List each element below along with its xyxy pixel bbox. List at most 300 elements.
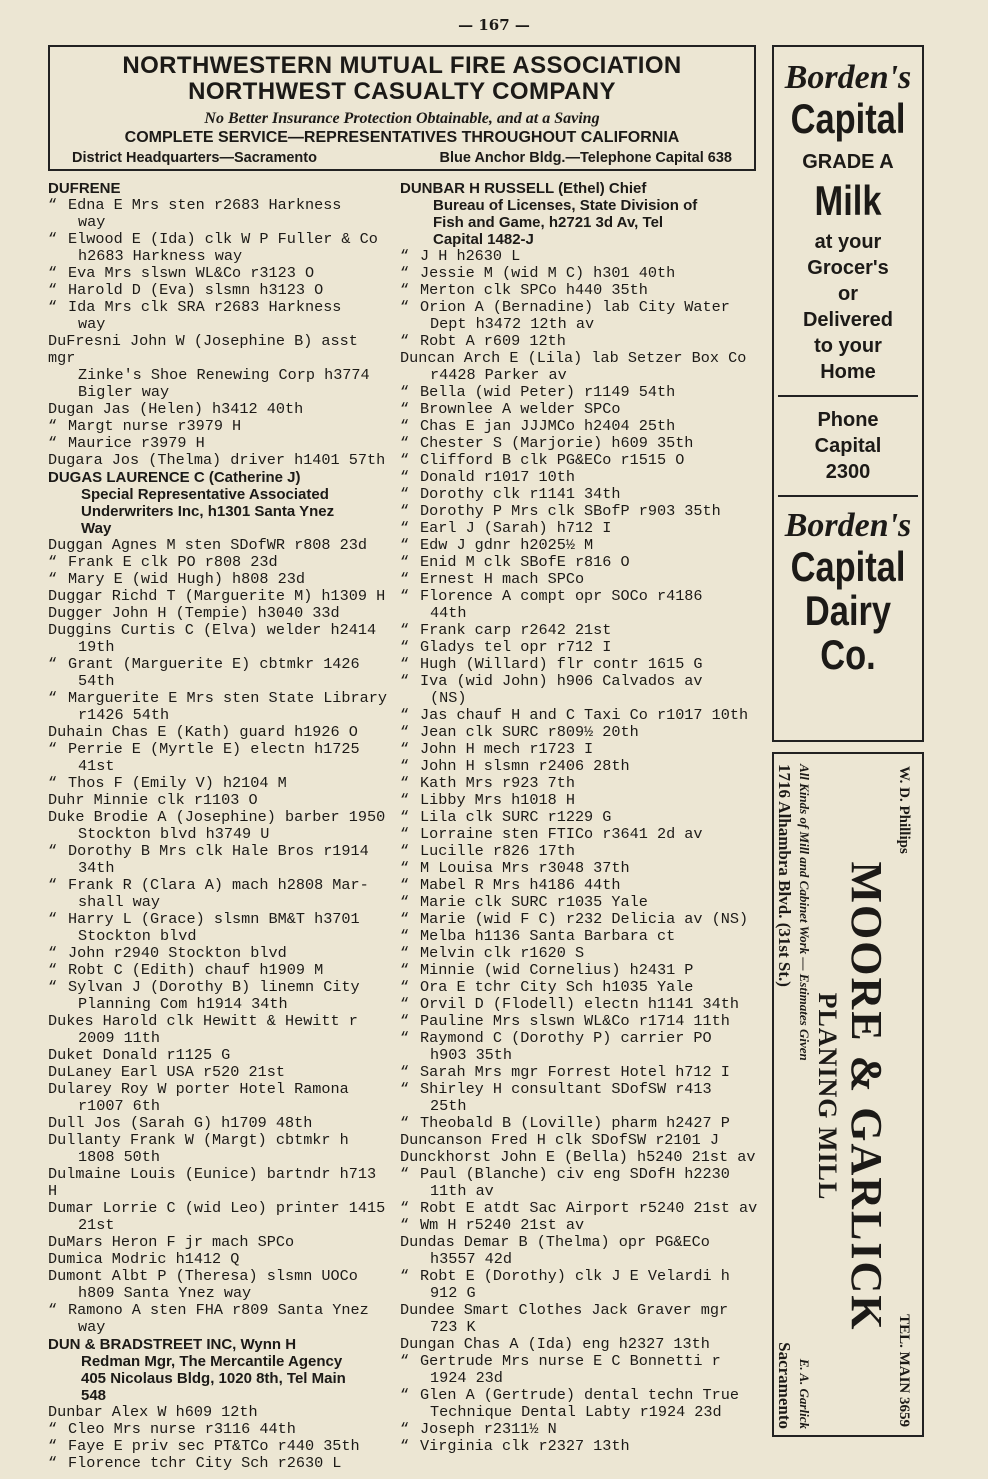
directory-entry-line	[48, 418, 390, 435]
ditto-mark: “	[48, 553, 58, 571]
entry-text: Dungan Chas A (Ida) eng h2327 13th	[400, 1335, 710, 1353]
entry-text: 723 K	[430, 1318, 476, 1336]
ditto-mark: “	[400, 842, 410, 860]
directory-entry-line	[48, 554, 390, 571]
ditto-mark: “	[400, 621, 410, 639]
entry-text: Earl J (Sarah) h712 I	[420, 519, 612, 537]
directory-entry-line	[48, 843, 390, 860]
ditto-mark: “	[400, 995, 410, 1013]
entry-text: Frank R (Clara A) mach h2808 Mar-	[68, 876, 369, 894]
entry-text: Glen A (Gertrude) dental techn True	[420, 1386, 739, 1404]
directory-entry-line	[48, 1353, 390, 1370]
directory-entry-line	[48, 877, 390, 894]
moore-owner-right: E. A. Garlick	[797, 1358, 812, 1429]
entry-text: Sarah Mrs mgr Forrest Hotel h712 I	[420, 1063, 730, 1081]
moore-company-name: MOORE & GARLICK	[842, 861, 891, 1332]
entry-text: Robt A r609 12th	[420, 332, 566, 350]
capital-heading-1: Capital	[790, 95, 906, 142]
directory-entry-line	[48, 1200, 390, 1217]
ditto-mark: “	[400, 825, 410, 843]
directory-entry-line	[400, 928, 760, 945]
ditto-mark: “	[400, 1012, 410, 1030]
entry-text: Duncanson Fred H clk SDofSW r2101 J	[400, 1131, 719, 1149]
directory-entry-line	[400, 1217, 760, 1234]
directory-entry-line	[400, 537, 760, 554]
directory-entry-line	[48, 1302, 390, 1319]
entry-text: Florence tchr City Sch r2630 L	[68, 1454, 342, 1472]
ditto-mark: “	[48, 434, 58, 452]
entry-text: Virginia clk r2327 13th	[420, 1437, 630, 1455]
entry-text: (NS)	[430, 689, 467, 707]
entry-text: Libby Mrs h1018 H	[420, 791, 575, 809]
directory-entry-line	[48, 792, 390, 809]
ditto-mark: “	[400, 757, 410, 775]
directory-entry-line	[48, 1013, 390, 1030]
ditto-mark: “	[400, 298, 410, 316]
entry-text: shall way	[78, 893, 161, 911]
entry-text: Chester S (Marjorie) h609 35th	[420, 434, 694, 452]
milk-line-3: or	[838, 283, 858, 305]
entry-text: 21st	[78, 1216, 115, 1234]
entry-text: Maurice r3979 H	[68, 434, 205, 452]
entry-text: Dullanty Frank W (Margt) cbtmkr h	[48, 1131, 349, 1149]
entry-text: Capital 1482-J	[433, 231, 534, 248]
directory-entry-line	[48, 707, 390, 724]
ditto-mark: “	[48, 876, 58, 894]
directory-entry-line	[400, 435, 760, 452]
directory-entry-line	[48, 1166, 390, 1200]
ditto-mark: “	[400, 1216, 410, 1234]
ditto-mark: “	[400, 485, 410, 503]
directory-entry-line	[400, 316, 760, 333]
ditto-mark: “	[400, 672, 410, 690]
ditto-mark: “	[400, 1386, 410, 1404]
entry-text: Marie (wid F C) r232 Delicia av (NS)	[420, 910, 749, 928]
entry-text: Harold D (Eva) slsmn h3123 O	[68, 281, 324, 299]
entry-text: Theobald B (Loville) pharm h2427 P	[420, 1114, 730, 1132]
directory-entry-line	[48, 333, 390, 367]
directory-entry-line	[48, 384, 390, 401]
directory-entry-line	[48, 367, 390, 384]
directory-entry-line	[400, 1268, 760, 1285]
ditto-mark: “	[400, 383, 410, 401]
entry-text: 1808 50th	[78, 1148, 161, 1166]
directory-entry-line	[400, 1404, 760, 1421]
entry-text: Jas chauf H and C Taxi Co r1017 10th	[420, 706, 749, 724]
directory-entry-line	[400, 605, 760, 622]
directory-entry-line	[48, 265, 390, 282]
directory-entry-line	[400, 1387, 760, 1404]
directory-entry-line	[400, 350, 760, 367]
entry-text: Elwood E (Ida) clk W P Fuller & Co	[68, 230, 378, 248]
bordens-advertisement	[772, 45, 924, 742]
ditto-mark: “	[48, 689, 58, 707]
directory-entry-line	[48, 1217, 390, 1234]
entry-text: Robt E (Dorothy) clk J E Velardi h	[420, 1267, 730, 1285]
directory-entry-line	[400, 622, 760, 639]
directory-entry-line	[48, 316, 390, 333]
ditto-mark: “	[48, 774, 58, 792]
entry-text: Mary E (wid Hugh) h808 23d	[68, 570, 305, 588]
directory-entry-line	[48, 1047, 390, 1064]
directory-entry-line	[400, 520, 760, 537]
ditto-mark: “	[48, 417, 58, 435]
entry-text: Underwriters Inc, h1301 Santa Ynez	[81, 503, 335, 520]
ditto-mark: “	[48, 961, 58, 979]
ditto-mark: “	[400, 1352, 410, 1370]
entry-text: Special Representative Associated	[81, 486, 329, 503]
entry-text: Faye E priv sec PT&TCo r440 35th	[68, 1437, 360, 1455]
entry-text: Hugh (Willard) flr contr 1615 G	[420, 655, 703, 673]
directory-entry-line	[48, 1404, 390, 1421]
bordens-logo-1: Borden's	[784, 59, 912, 96]
entry-text: 2009 11th	[78, 1029, 161, 1047]
directory-entry-line	[400, 248, 760, 265]
entry-text: Technique Dental Labty r1924 23d	[430, 1403, 722, 1421]
ditto-mark: “	[400, 264, 410, 282]
dairy-heading: Dairy	[804, 587, 892, 634]
ditto-mark: “	[400, 1114, 410, 1132]
entry-text: Duggar Richd T (Marguerite M) h1309 H	[48, 587, 386, 605]
entry-text: Dugger John H (Tempie) h3040 33d	[48, 604, 340, 622]
entry-text: Jean clk SURC r809½ 20th	[420, 723, 639, 741]
milk-line-5: to your	[814, 335, 882, 357]
directory-entry-line	[400, 707, 760, 724]
ditto-mark: “	[400, 638, 410, 656]
moore-description-row	[796, 754, 812, 1437]
entry-text: 25th	[430, 1097, 467, 1115]
directory-entry-line	[48, 860, 390, 877]
directory-entry-line	[48, 809, 390, 826]
entry-text: 405 Nicolaus Bldg, 1020 8th, Tel Main	[81, 1370, 346, 1387]
directory-entry-line	[400, 792, 760, 809]
entry-text: Lorraine sten FTICo r3641 2d av	[420, 825, 703, 843]
entry-text: Orion A (Bernadine) lab City Water	[420, 298, 730, 316]
entry-text: Dularey Roy W porter Hotel Ramona	[48, 1080, 349, 1098]
entry-text: Dumar Lorrie C (wid Leo) printer 1415	[48, 1199, 386, 1217]
entry-text: Stockton blvd h3749 U	[78, 825, 270, 843]
phone-label: Phone	[817, 409, 879, 431]
directory-entry-line	[48, 452, 390, 469]
directory-entry-line	[400, 639, 760, 656]
entry-text: Dorothy P Mrs clk SBofP r903 35th	[420, 502, 721, 520]
directory-entry-line	[400, 1336, 760, 1353]
entry-text: 1924 23d	[430, 1369, 503, 1387]
ditto-mark: “	[400, 1063, 410, 1081]
entry-text: Raymond C (Dorothy P) carrier PO	[420, 1029, 712, 1047]
directory-entry-line	[400, 1149, 760, 1166]
entry-text: 11th av	[430, 1182, 494, 1200]
entry-text: Edw J gdnr h2025½ M	[420, 536, 594, 554]
directory-entry-line	[48, 1064, 390, 1081]
entry-text: Bella (wid Peter) r1149 54th	[420, 383, 676, 401]
moore-owner-left: W. D. Phillips	[896, 766, 912, 854]
entry-text: Orvil D (Flodell) electn h1141 34th	[420, 995, 739, 1013]
entry-text: r4428 Parker av	[430, 366, 567, 384]
entry-text: Wm H r5240 21st av	[420, 1216, 585, 1234]
directory-entry-line	[400, 197, 760, 214]
directory-entry-line	[400, 1081, 760, 1098]
moore-description: All Kinds of Mill and Cabinet Work — Estimates Given	[797, 764, 812, 1061]
entry-text: Paul (Blanche) civ eng SDofH h2230	[420, 1165, 730, 1183]
entry-text: 19th	[78, 638, 115, 656]
directory-entry-line	[48, 605, 390, 622]
ditto-mark: “	[400, 876, 410, 894]
entry-text: Dukes Harold clk Hewitt & Hewitt r	[48, 1012, 358, 1030]
directory-entry-line	[48, 1030, 390, 1047]
moore-city: Sacramento	[775, 1342, 794, 1429]
directory-entry-line	[400, 894, 760, 911]
directory-entry-line	[400, 962, 760, 979]
ditto-mark: “	[48, 1301, 58, 1319]
directory-entry-line	[48, 1370, 390, 1387]
directory-entry-line	[400, 1285, 760, 1302]
directory-entry-line	[48, 469, 390, 486]
directory-entry-line	[400, 1047, 760, 1064]
entry-text: h903 35th	[430, 1046, 513, 1064]
directory-entry-line	[400, 945, 760, 962]
ditto-mark: “	[48, 842, 58, 860]
directory-entry-line	[400, 486, 760, 503]
directory-entry-line	[48, 724, 390, 741]
entry-text: DuFresni John W (Josephine B) asst mgr	[48, 332, 358, 367]
directory-entry-line	[48, 1098, 390, 1115]
directory-entry-line	[48, 1421, 390, 1438]
entry-text: Iva (wid John) h906 Calvados av	[420, 672, 703, 690]
ditto-mark: “	[400, 570, 410, 588]
directory-entry-line	[400, 775, 760, 792]
entry-text: Dunckhorst John E (Bella) h5240 21st av	[400, 1148, 756, 1166]
directory-entry-line	[48, 588, 390, 605]
directory-entry-line	[400, 1013, 760, 1030]
directory-entry-line	[400, 1064, 760, 1081]
directory-entry-line	[400, 401, 760, 418]
entry-text: Robt E atdt Sac Airport r5240 21st av	[420, 1199, 758, 1217]
entry-text: Redman Mgr, The Mercantile Agency	[81, 1353, 343, 1370]
ditto-mark: “	[48, 1454, 58, 1472]
ditto-mark: “	[400, 893, 410, 911]
directory-entry-line	[48, 503, 390, 520]
entry-text: Duhr Minnie clk r1103 O	[48, 791, 258, 809]
entry-text: Dulmaine Louis (Eunice) bartndr h713 H	[48, 1165, 377, 1200]
directory-entry-line	[400, 911, 760, 928]
entry-text: Duke Brodie A (Josephine) barber 1950	[48, 808, 386, 826]
entry-text: DUN & BRADSTREET INC, Wynn H	[48, 1336, 297, 1353]
directory-entry-line	[400, 860, 760, 877]
ditto-mark: “	[400, 723, 410, 741]
entry-text: Melvin clk r1620 S	[420, 944, 585, 962]
directory-entry-line	[400, 1302, 760, 1319]
directory-entry-line	[48, 996, 390, 1013]
directory-entry-line	[400, 452, 760, 469]
directory-entry-line	[400, 1370, 760, 1387]
directory-entry-line	[48, 1455, 390, 1472]
directory-entry-line	[48, 248, 390, 265]
ditto-mark: “	[400, 706, 410, 724]
directory-entry-line	[48, 1438, 390, 1455]
entry-text: Margt nurse r3979 H	[68, 417, 242, 435]
ditto-mark: “	[48, 298, 58, 316]
ad-company-name-2: NORTHWEST CASUALTY COMPANY	[188, 78, 616, 105]
entry-text: Merton clk SPCo h440 35th	[420, 281, 648, 299]
ditto-mark: “	[400, 247, 410, 265]
entry-text: DUGAS LAURENCE C (Catherine J)	[48, 469, 301, 486]
directory-entry-line	[400, 741, 760, 758]
entry-text: h809 Santa Ynez way	[78, 1284, 252, 1302]
directory-entry-line	[400, 1030, 760, 1047]
directory-entry-line	[48, 741, 390, 758]
ditto-mark: “	[48, 570, 58, 588]
directory-entry-line	[48, 214, 390, 231]
directory-entry-line	[48, 1268, 390, 1285]
directory-column-middle	[400, 180, 760, 1455]
directory-entry-line	[400, 877, 760, 894]
directory-entry-line	[400, 1353, 760, 1370]
entry-text: Mabel R Mrs h4186 44th	[420, 876, 621, 894]
directory-entry-line	[400, 826, 760, 843]
moore-garlick-advertisement	[772, 752, 924, 1437]
entry-text: Fish and Game, h2721 3d Av, Tel	[433, 214, 664, 231]
directory-entry-line	[400, 367, 760, 384]
entry-text: Thos F (Emily V) h2104 M	[68, 774, 287, 792]
entry-text: DuLaney Earl USA r520 21st	[48, 1063, 285, 1081]
entry-text: way	[78, 315, 106, 333]
directory-entry-line	[48, 1387, 390, 1404]
entry-text: Marguerite E Mrs sten State Library	[68, 689, 387, 707]
entry-text: Dept h3472 12th av	[430, 315, 595, 333]
entry-text: Enid M clk SBofE r816 O	[420, 553, 630, 571]
entry-text: Pauline Mrs slswn WL&Co r1714 11th	[420, 1012, 730, 1030]
entry-text: Duncan Arch E (Lila) lab Setzer Box Co	[400, 349, 747, 367]
directory-entry-line	[48, 622, 390, 639]
entry-text: Dumica Modric h1412 Q	[48, 1250, 240, 1268]
entry-text: Brownlee A welder SPCo	[420, 400, 621, 418]
entry-text: Dundas Demar B (Thelma) opr PG&ECo	[400, 1233, 710, 1251]
moore-rotated-content	[775, 754, 912, 1437]
co-heading: Co.	[820, 631, 876, 678]
ditto-mark: “	[48, 910, 58, 928]
ditto-mark: “	[400, 400, 410, 418]
directory-entry-line	[48, 673, 390, 690]
entry-text: Florence A compt opr SOCo r4186	[420, 587, 703, 605]
entry-text: Dorothy clk r1141 34th	[420, 485, 621, 503]
entry-text: DUNBAR H RUSSELL (Ethel) Chief	[400, 180, 647, 197]
directory-entry-line	[400, 384, 760, 401]
directory-entry-line	[48, 231, 390, 248]
entry-text: Edna E Mrs sten r2683 Harkness	[68, 196, 342, 214]
directory-entry-line	[400, 1251, 760, 1268]
ditto-mark: “	[48, 1437, 58, 1455]
directory-entry-line	[400, 758, 760, 775]
ditto-mark: “	[400, 1437, 410, 1455]
ditto-mark: “	[400, 961, 410, 979]
ditto-mark: “	[48, 230, 58, 248]
directory-entry-line	[400, 1234, 760, 1251]
entry-text: 34th	[78, 859, 115, 877]
entry-text: Marie clk SURC r1035 Yale	[420, 893, 648, 911]
directory-entry-line	[48, 1132, 390, 1149]
entry-text: J H h2630 L	[420, 247, 521, 265]
directory-entry-line	[48, 299, 390, 316]
ditto-mark: “	[48, 655, 58, 673]
entry-text: Ramono A sten FHA r809 Santa Ynez	[68, 1301, 369, 1319]
directory-entry-line	[48, 486, 390, 503]
directory-entry-line	[48, 1319, 390, 1336]
entry-text: DuMars Heron F jr mach SPCo	[48, 1233, 295, 1251]
entry-text: John r2940 Stockton blvd	[68, 944, 287, 962]
capital-heading-2: Capital	[790, 543, 906, 590]
entry-text: Duggan Agnes M sten SDofWR r808 23d	[48, 536, 367, 554]
ditto-mark: “	[400, 332, 410, 350]
ditto-mark: “	[400, 553, 410, 571]
phone-number: 2300	[825, 461, 871, 483]
directory-entry-line	[48, 656, 390, 673]
entry-text: h3557 42d	[430, 1250, 513, 1268]
ditto-mark: “	[48, 264, 58, 282]
ditto-mark: “	[400, 910, 410, 928]
directory-entry-line	[400, 809, 760, 826]
directory-entry-line	[48, 1234, 390, 1251]
ditto-mark: “	[400, 978, 410, 996]
entry-text: Bureau of Licenses, State Division of	[433, 197, 698, 214]
ad-hq-right: Blue Anchor Bldg.—Telephone Capital 638	[439, 150, 732, 166]
entry-text: Minnie (wid Cornelius) h2431 P	[420, 961, 694, 979]
entry-text: 54th	[78, 672, 115, 690]
entry-text: Ora E tchr City Sch h1035 Yale	[420, 978, 694, 996]
milk-line-6: Home	[820, 361, 876, 383]
directory-entry-line	[400, 571, 760, 588]
entry-text: Sylvan J (Dorothy B) linemn City	[68, 978, 360, 996]
directory-entry-line	[48, 945, 390, 962]
directory-entry-line	[48, 1115, 390, 1132]
entry-text: Duket Donald r1125 G	[48, 1046, 231, 1064]
directory-entry-line	[400, 333, 760, 350]
directory-entry-line	[400, 1115, 760, 1132]
entry-text: Dorothy B Mrs clk Hale Bros r1914	[68, 842, 369, 860]
ditto-mark: “	[400, 791, 410, 809]
ditto-mark: “	[400, 502, 410, 520]
directory-entry-line	[48, 775, 390, 792]
directory-entry-line	[48, 962, 390, 979]
directory-entry-line	[48, 1285, 390, 1302]
entry-text: way	[78, 1318, 106, 1336]
entry-text: Stockton blvd	[78, 927, 197, 945]
directory-entry-line	[48, 639, 390, 656]
ditto-mark: “	[400, 1420, 410, 1438]
grade-a-label: GRADE A	[802, 151, 894, 173]
ditto-mark: “	[48, 1420, 58, 1438]
ditto-mark: “	[400, 281, 410, 299]
directory-entry-line	[48, 520, 390, 537]
entry-text: Perrie E (Myrtle E) electn h1725	[68, 740, 360, 758]
ditto-mark: “	[400, 587, 410, 605]
moore-address: 1716 Alhambra Blvd. (31st St.)	[775, 764, 794, 987]
ditto-mark: “	[400, 927, 410, 945]
directory-entry-line	[48, 537, 390, 554]
ditto-mark: “	[400, 468, 410, 486]
directory-entry-line	[48, 282, 390, 299]
entry-text: r1426 54th	[78, 706, 170, 724]
ditto-mark: “	[400, 1199, 410, 1217]
moore-subtitle: PLANING MILL	[813, 992, 842, 1201]
directory-entry-line	[400, 1132, 760, 1149]
directory-entry-line	[400, 1183, 760, 1200]
directory-entry-line	[48, 911, 390, 928]
directory-entry-line	[48, 571, 390, 588]
entry-text: Joseph r2311½ N	[420, 1420, 557, 1438]
entry-text: Dull Jos (Sarah G) h1709 48th	[48, 1114, 313, 1132]
directory-entry-line	[400, 588, 760, 605]
